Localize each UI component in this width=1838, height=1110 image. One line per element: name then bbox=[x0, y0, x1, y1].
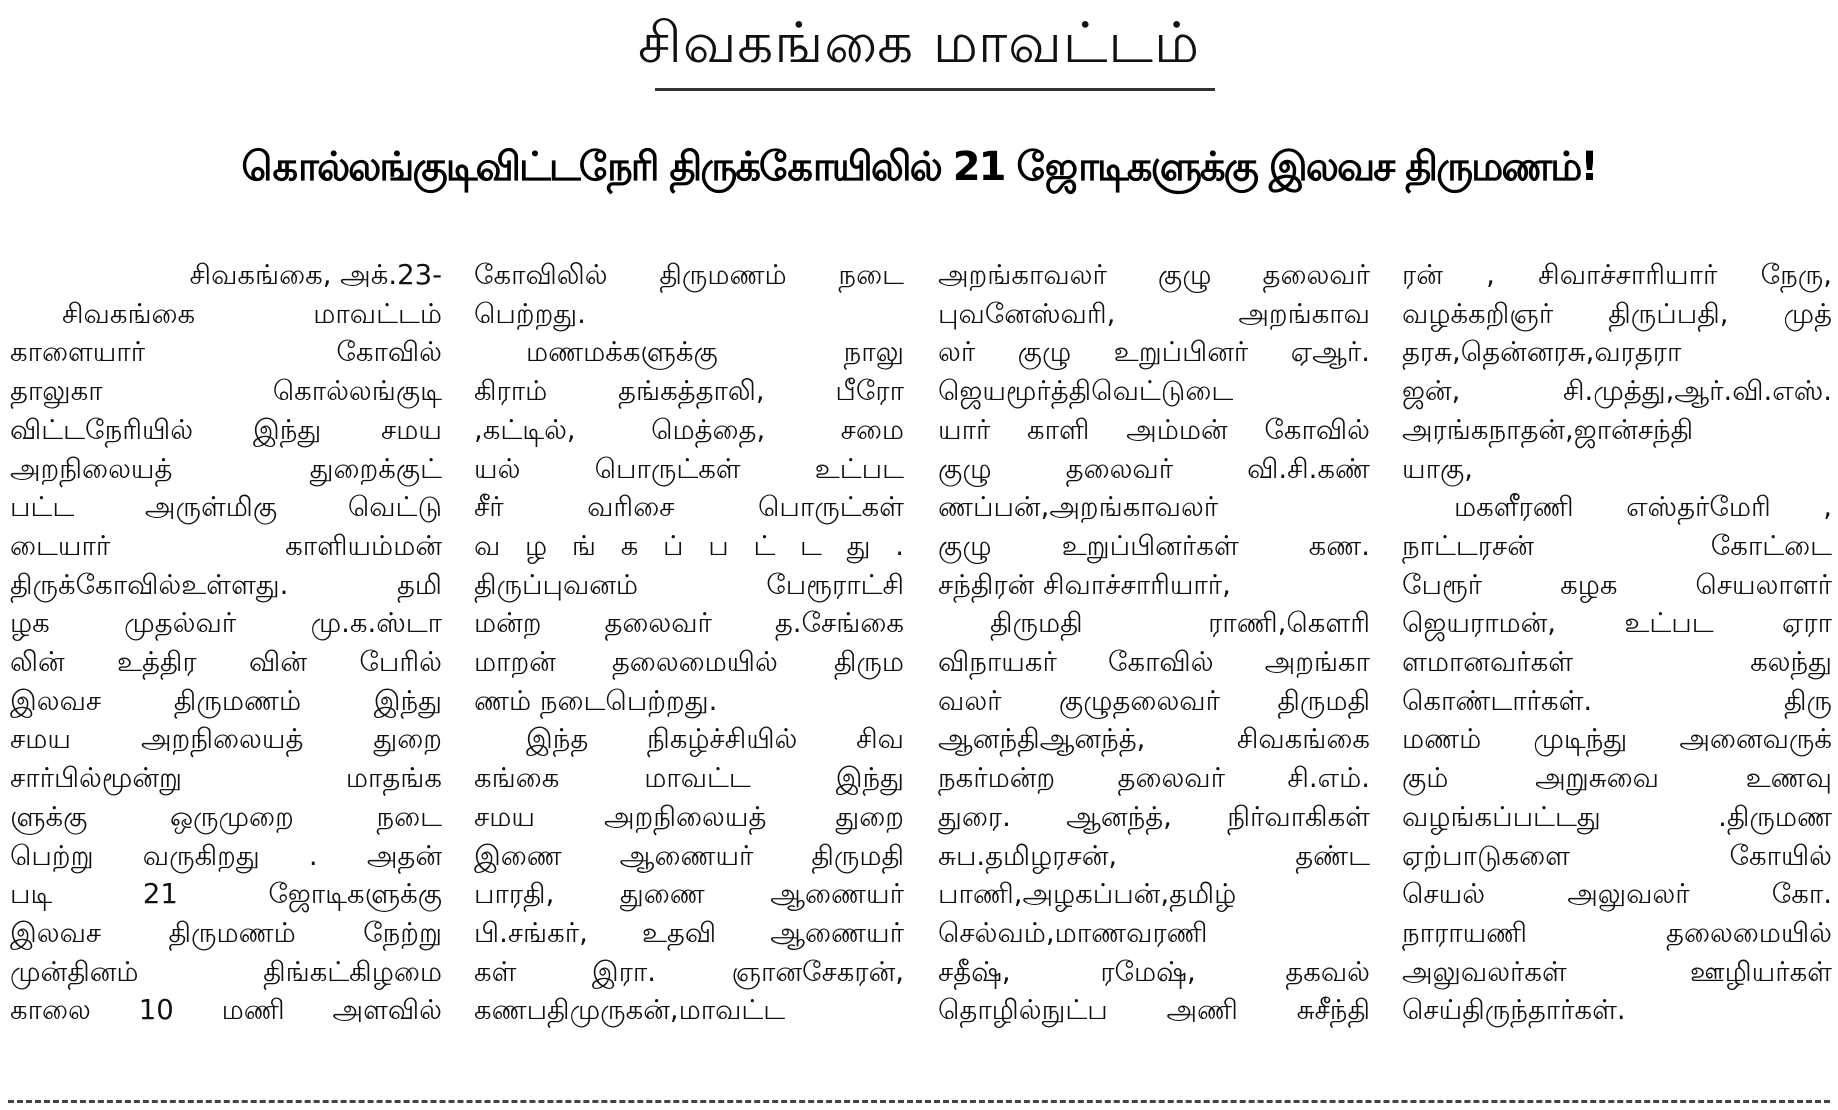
article-line: சிவகங்கை, அக்.23- bbox=[189, 259, 442, 291]
article-line: திருப்புவனம் பேரூராட்சி bbox=[474, 568, 904, 601]
article-line: கொண்டார்கள். திரு bbox=[1402, 684, 1832, 717]
article-column-4 bbox=[1402, 256, 1832, 1096]
article-line: யார் காளி அம்மன் கோவில் bbox=[938, 413, 1370, 446]
article-line: நாட்டரசன் கோட்டை bbox=[1402, 529, 1832, 562]
section-kicker: சிவகங்கை மாவட்டம் bbox=[637, 11, 1201, 76]
article-line: வ ழ ங் க ப் ப ட் ட து . bbox=[474, 529, 904, 562]
article-line: பாரதி, துணை ஆணையர் bbox=[474, 878, 904, 911]
article-line: தாலுகா கொல்லங்குடி bbox=[10, 375, 442, 408]
article-line: வழக்கறிஞர் திருப்பதி, முத் bbox=[1402, 297, 1832, 330]
article-line: கோவிலில் திருமணம் நடை bbox=[474, 259, 904, 291]
article-line: அலுவலர்கள் ஊழியர்கள் bbox=[1402, 955, 1832, 988]
article-line: ஜெயமூர்த்திவெட்டுடை bbox=[938, 375, 1234, 408]
article-line: ஏற்பாடுகளை கோயில் bbox=[1402, 839, 1832, 872]
article-line: இலவச திருமணம் இந்து bbox=[10, 684, 442, 717]
article-line: கள் இரா. ஞானசேகரன், bbox=[474, 955, 904, 988]
article-line: ழக முதல்வர் மு.க.ஸ்டா bbox=[10, 607, 442, 640]
bottom-dashed-rule bbox=[8, 1100, 1830, 1103]
article-line: லர் குழு உறுப்பினர் ஏஆர். bbox=[938, 336, 1370, 369]
article-line: நகர்மன்ற தலைவர் சி.எம். bbox=[938, 762, 1370, 795]
article-line: கிராம் தங்கத்தாலி, பீரோ bbox=[474, 375, 904, 408]
article-line: விநாயகர் கோவில் அறங்கா bbox=[938, 646, 1370, 679]
article-line: ணப்பன்,அறங்காவலர் bbox=[938, 491, 1219, 524]
article-line: சிவகங்கை மாவட்டம் bbox=[62, 297, 442, 330]
article-line: மன்ற தலைவர் த.சேங்கை bbox=[474, 607, 904, 640]
article-line: செல்வம்,மாணவரணி bbox=[938, 916, 1208, 949]
article-line: காளையார் கோவில் bbox=[10, 336, 442, 369]
article-line: லின் உத்திர வின் பேரில் bbox=[10, 646, 442, 679]
article-line: ஆனந்திஆனந்த், சிவகங்கை bbox=[938, 723, 1370, 756]
article-line: சார்பில்மூன்று மாதங்க bbox=[10, 762, 442, 795]
article-column-3 bbox=[938, 256, 1370, 1096]
article-line: பாணி,அழகப்பன்,தமிழ் bbox=[938, 878, 1237, 911]
article-line: செய்திருந்தார்கள். bbox=[1402, 994, 1626, 1027]
article-line: அறங்காவலர் குழு தலைவர் bbox=[938, 259, 1370, 291]
article-line: பேரூர் கழக செயலாளர் bbox=[1402, 568, 1832, 601]
article-line: யாகு, bbox=[1402, 452, 1473, 485]
article-line: கணபதிமுருகன்,மாவட்ட bbox=[474, 994, 786, 1027]
article-line: மணமக்களுக்கு நாலு bbox=[526, 336, 904, 369]
article-line: அறநிலையத் துறைக்குட் bbox=[10, 452, 442, 485]
article-line: அரங்கநாதன்,ஜான்சந்தி bbox=[1402, 413, 1694, 446]
article-line: ஜெயராமன், உட்பட ஏரா bbox=[1402, 607, 1832, 640]
article-line: வழங்கப்பட்டது .திருமண bbox=[1402, 800, 1832, 833]
article-line: ளுக்கு ஒருமுறை நடை bbox=[10, 800, 442, 833]
article-line: வலர் குழுதலைவர் திருமதி bbox=[938, 684, 1370, 717]
article-line: முன்தினம் திங்கட்கிழமை bbox=[10, 955, 442, 988]
headline: கொல்லங்குடிவிட்டநேரி திருக்கோயிலில் 21 ஜோடிகளுக்கு இலவச திருமணம்! bbox=[241, 144, 1597, 190]
article-line: டையார் காளியம்மன் bbox=[10, 529, 442, 562]
article-line: சந்திரன் சிவாச்சாரியார், bbox=[938, 568, 1231, 601]
article-line: மணம் முடிந்து அனைவருக் bbox=[1402, 723, 1832, 756]
article-line: சமய அறநிலையத் துறை bbox=[474, 800, 904, 833]
article-line: துரை. ஆனந்த், நிர்வாகிகள் bbox=[938, 800, 1370, 833]
article-column-2 bbox=[474, 256, 904, 1096]
article-line: கங்கை மாவட்ட இந்து bbox=[474, 762, 904, 795]
article-line: குழு உறுப்பினர்கள் கண. bbox=[938, 529, 1370, 562]
article-line: பட்ட அருள்மிகு வெட்டு bbox=[10, 491, 442, 524]
article-line: குழு தலைவர் வி.சி.கண் bbox=[938, 452, 1370, 485]
article-line: காலை 10 மணி அளவில் bbox=[10, 994, 442, 1027]
article-line: திருக்கோவில்உள்ளது. தமி bbox=[10, 568, 442, 601]
article-line: மாறன் தலைமையில் திரும bbox=[474, 646, 904, 679]
article-line: சீர் வரிசை பொருட்கள் bbox=[474, 491, 904, 524]
article-line: மகளீரணி எஸ்தர்மேரி , bbox=[1454, 491, 1832, 524]
article-line: இணை ஆணையர் திருமதி bbox=[474, 839, 904, 872]
article-line: சுப.தமிழரசன், தண்ட bbox=[938, 839, 1370, 872]
article-line: இந்த நிகழ்ச்சியில் சிவ bbox=[526, 723, 904, 756]
article-line: பெற்று வருகிறது . அதன் bbox=[10, 839, 442, 872]
article-line: சமய அறநிலையத் துறை bbox=[10, 723, 442, 756]
article-line: கும் அறுசுவை உணவு bbox=[1402, 762, 1832, 795]
article-line: ,கட்டில், மெத்தை, சமை bbox=[474, 413, 904, 446]
article-line: படி 21 ஜோடிகளுக்கு bbox=[10, 878, 442, 911]
article-line: இலவச திருமணம் நேற்று bbox=[10, 916, 442, 949]
article-line: விட்டநேரியில் இந்து சமய bbox=[10, 413, 442, 446]
article-line: தரசு,தென்னரசு,வரதரா bbox=[1402, 336, 1682, 369]
article-line: பி.சங்கர், உதவி ஆணையர் bbox=[474, 916, 904, 949]
kicker-underline bbox=[655, 88, 1215, 91]
article-line: பெற்றது. bbox=[474, 297, 586, 330]
article-line: புவனேஸ்வரி, அறங்காவ bbox=[938, 297, 1370, 330]
article-column-1 bbox=[10, 256, 442, 1096]
article-line: திருமதி ராணி,கௌரி bbox=[990, 607, 1370, 640]
article-line: தொழில்நுட்ப அணி சுசீந்தி bbox=[938, 994, 1370, 1027]
article-line: நாராயணி தலைமையில் bbox=[1402, 916, 1832, 949]
article-line: ஜன், சி.முத்து,ஆர்.வி.எஸ். bbox=[1402, 375, 1832, 408]
article-line: சதீஷ், ரமேஷ், தகவல் bbox=[938, 955, 1370, 988]
article-line: ணம் நடைபெற்றது. bbox=[474, 684, 718, 717]
article-line: செயல் அலுவலர் கோ. bbox=[1402, 878, 1832, 911]
article-line: ளமானவர்கள் கலந்து bbox=[1402, 646, 1832, 679]
article-line: யல் பொருட்கள் உட்பட bbox=[474, 452, 904, 485]
article-line: ரன் , சிவாச்சாரியார் நேரு, bbox=[1402, 259, 1832, 291]
